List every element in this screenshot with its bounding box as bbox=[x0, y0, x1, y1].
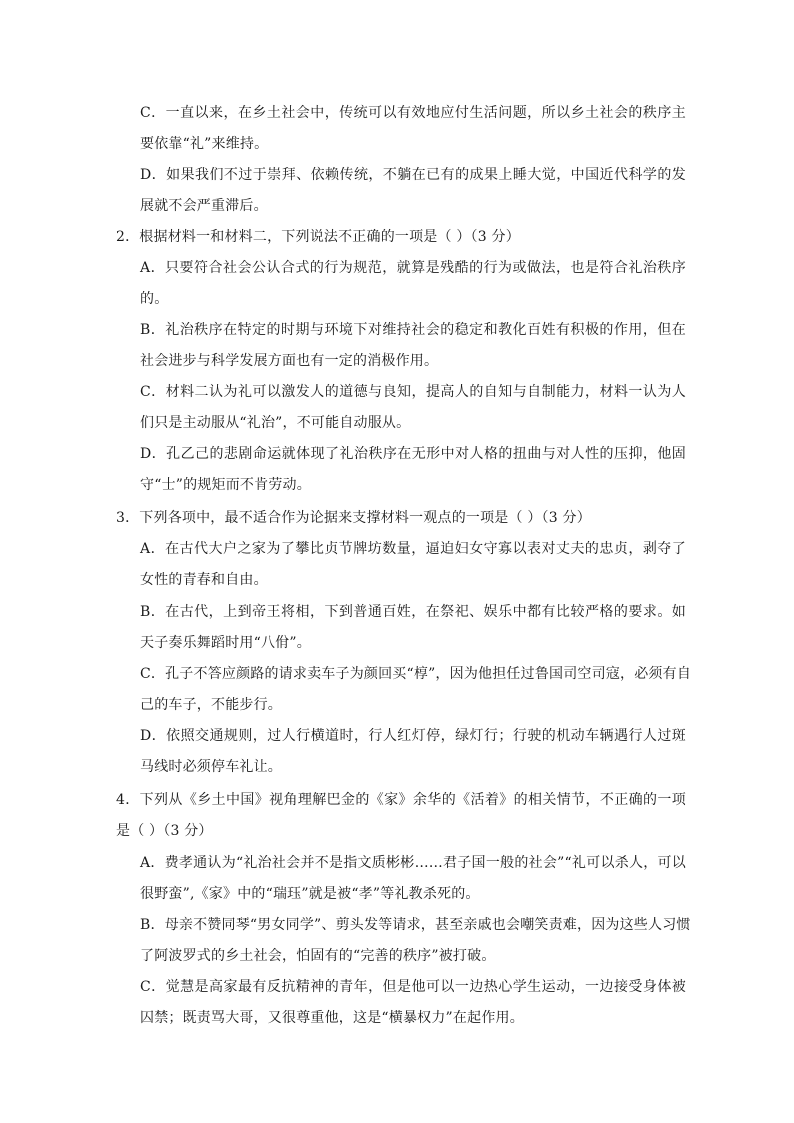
option-b-q4 bbox=[140, 910, 691, 972]
text-line: 4．下列从《乡土中国》视角理解巴金的《家》余华的《活着》的相关情节，不正确的一项 bbox=[116, 792, 686, 808]
option-a-q2 bbox=[140, 253, 686, 315]
text-line: 了阿波罗式的乡土社会，怕固有的“完善的秩序”被打破。 bbox=[140, 948, 496, 964]
text-line: 很野蛮”,《家》中的“瑞珏”就是被“孝”等礼教杀死的。 bbox=[140, 886, 480, 902]
text-line: 要依靠“礼”来维持。 bbox=[140, 136, 269, 152]
text-line: D．依照交通规则，过人行横道时，行人红灯停，绿灯行；行驶的机动车辆遇行人过斑 bbox=[140, 728, 686, 744]
text-line: 2．根据材料一和材料二，下列说法不正确的一项是（ ）（3 分） bbox=[116, 229, 520, 245]
text-line: B．在古代，上到帝王将相，下到普通百姓，在祭祀、娱乐中都有比较严格的要求。如 bbox=[140, 604, 686, 620]
question-3 bbox=[116, 503, 686, 534]
text-line: D．如果我们不过于崇拜、依赖传统，不躺在已有的成果上睡大觉，中国近代科学的发 bbox=[140, 167, 686, 183]
text-line: 3．下列各项中，最不适合作为论据来支撑材料一观点的一项是（ ）（3 分） bbox=[116, 510, 591, 526]
text-line: C．一直以来，在乡土社会中，传统可以有效地应付生活问题，所以乡土社会的秩序主 bbox=[140, 105, 686, 121]
option-c-q2 bbox=[140, 377, 686, 439]
text-line: 是（ ）（3 分） bbox=[116, 823, 213, 839]
text-line: D．孔乙己的悲剧命运就体现了礼治秩序在无形中对人格的扭曲与对人性的压抑，他固 bbox=[140, 446, 686, 462]
text-line: 的。 bbox=[140, 291, 169, 307]
option-c-q1 bbox=[140, 98, 686, 160]
option-b-q2 bbox=[140, 315, 686, 377]
option-a-q4 bbox=[140, 848, 686, 910]
text-line: A．费孝通认为“礼治社会并不是指文质彬彬……君子国一般的社会”“礼可以杀人，可以 bbox=[140, 855, 686, 871]
text-line: C．觉慧是高家最有反抗精神的青年，但是他可以一边热心学生运动，一边接受身体被 bbox=[140, 979, 686, 995]
option-c-q4 bbox=[140, 972, 686, 1034]
option-b-q3 bbox=[140, 597, 686, 659]
option-a-q3 bbox=[140, 534, 686, 596]
text-line: 马线时必须停车礼让。 bbox=[140, 759, 282, 775]
text-line: C．孔子不答应颜路的请求卖车子为颜回买“椁”，因为他担任过鲁国司空司寇，必须有自 bbox=[140, 666, 692, 682]
text-line: B．礼治秩序在特定的时期与环境下对维持社会的稳定和教化百姓有积极的作用，但在 bbox=[140, 322, 686, 338]
option-c-q3 bbox=[140, 659, 692, 721]
text-line: 社会进步与科学发展方面也有一定的消极作用。 bbox=[140, 353, 439, 369]
text-line: 女性的青春和自由。 bbox=[140, 572, 268, 588]
text-line: B．母亲不赞同琴“男女同学”、剪头发等请求，甚至亲戚也会嘲笑责难，因为这些人习惯 bbox=[140, 917, 691, 933]
text-line: 守“士”的规矩而不肯劳动。 bbox=[140, 477, 311, 493]
text-line: 天子奏乐舞蹈时用“八佾”。 bbox=[140, 635, 311, 651]
option-d-q2 bbox=[140, 439, 686, 501]
question-4 bbox=[116, 785, 686, 847]
text-line: A．只要符合社会公认合式的行为规范，就算是残酷的行为或做法，也是符合礼治秩序 bbox=[140, 260, 686, 276]
option-d-q1 bbox=[140, 160, 686, 222]
text-line: A．在古代大户之家为了攀比贞节牌坊数量，逼迫妇女守寡以表对丈夫的忠贞，剥夺了 bbox=[140, 541, 686, 557]
text-line: 展就不会严重滞后。 bbox=[140, 198, 268, 214]
text-line: 己的车子，不能步行。 bbox=[140, 697, 282, 713]
text-line: C．材料二认为礼可以激发人的道德与良知，提高人的自知与自制能力，材料一认为人 bbox=[140, 384, 686, 400]
option-d-q3 bbox=[140, 721, 686, 783]
text-line: 囚禁；既责骂大哥，又很尊重他，这是“横暴权力”在起作用。 bbox=[140, 1010, 524, 1026]
text-line: 们只是主动服从“礼治”，不可能自动服从。 bbox=[140, 415, 411, 431]
question-2 bbox=[116, 222, 686, 253]
